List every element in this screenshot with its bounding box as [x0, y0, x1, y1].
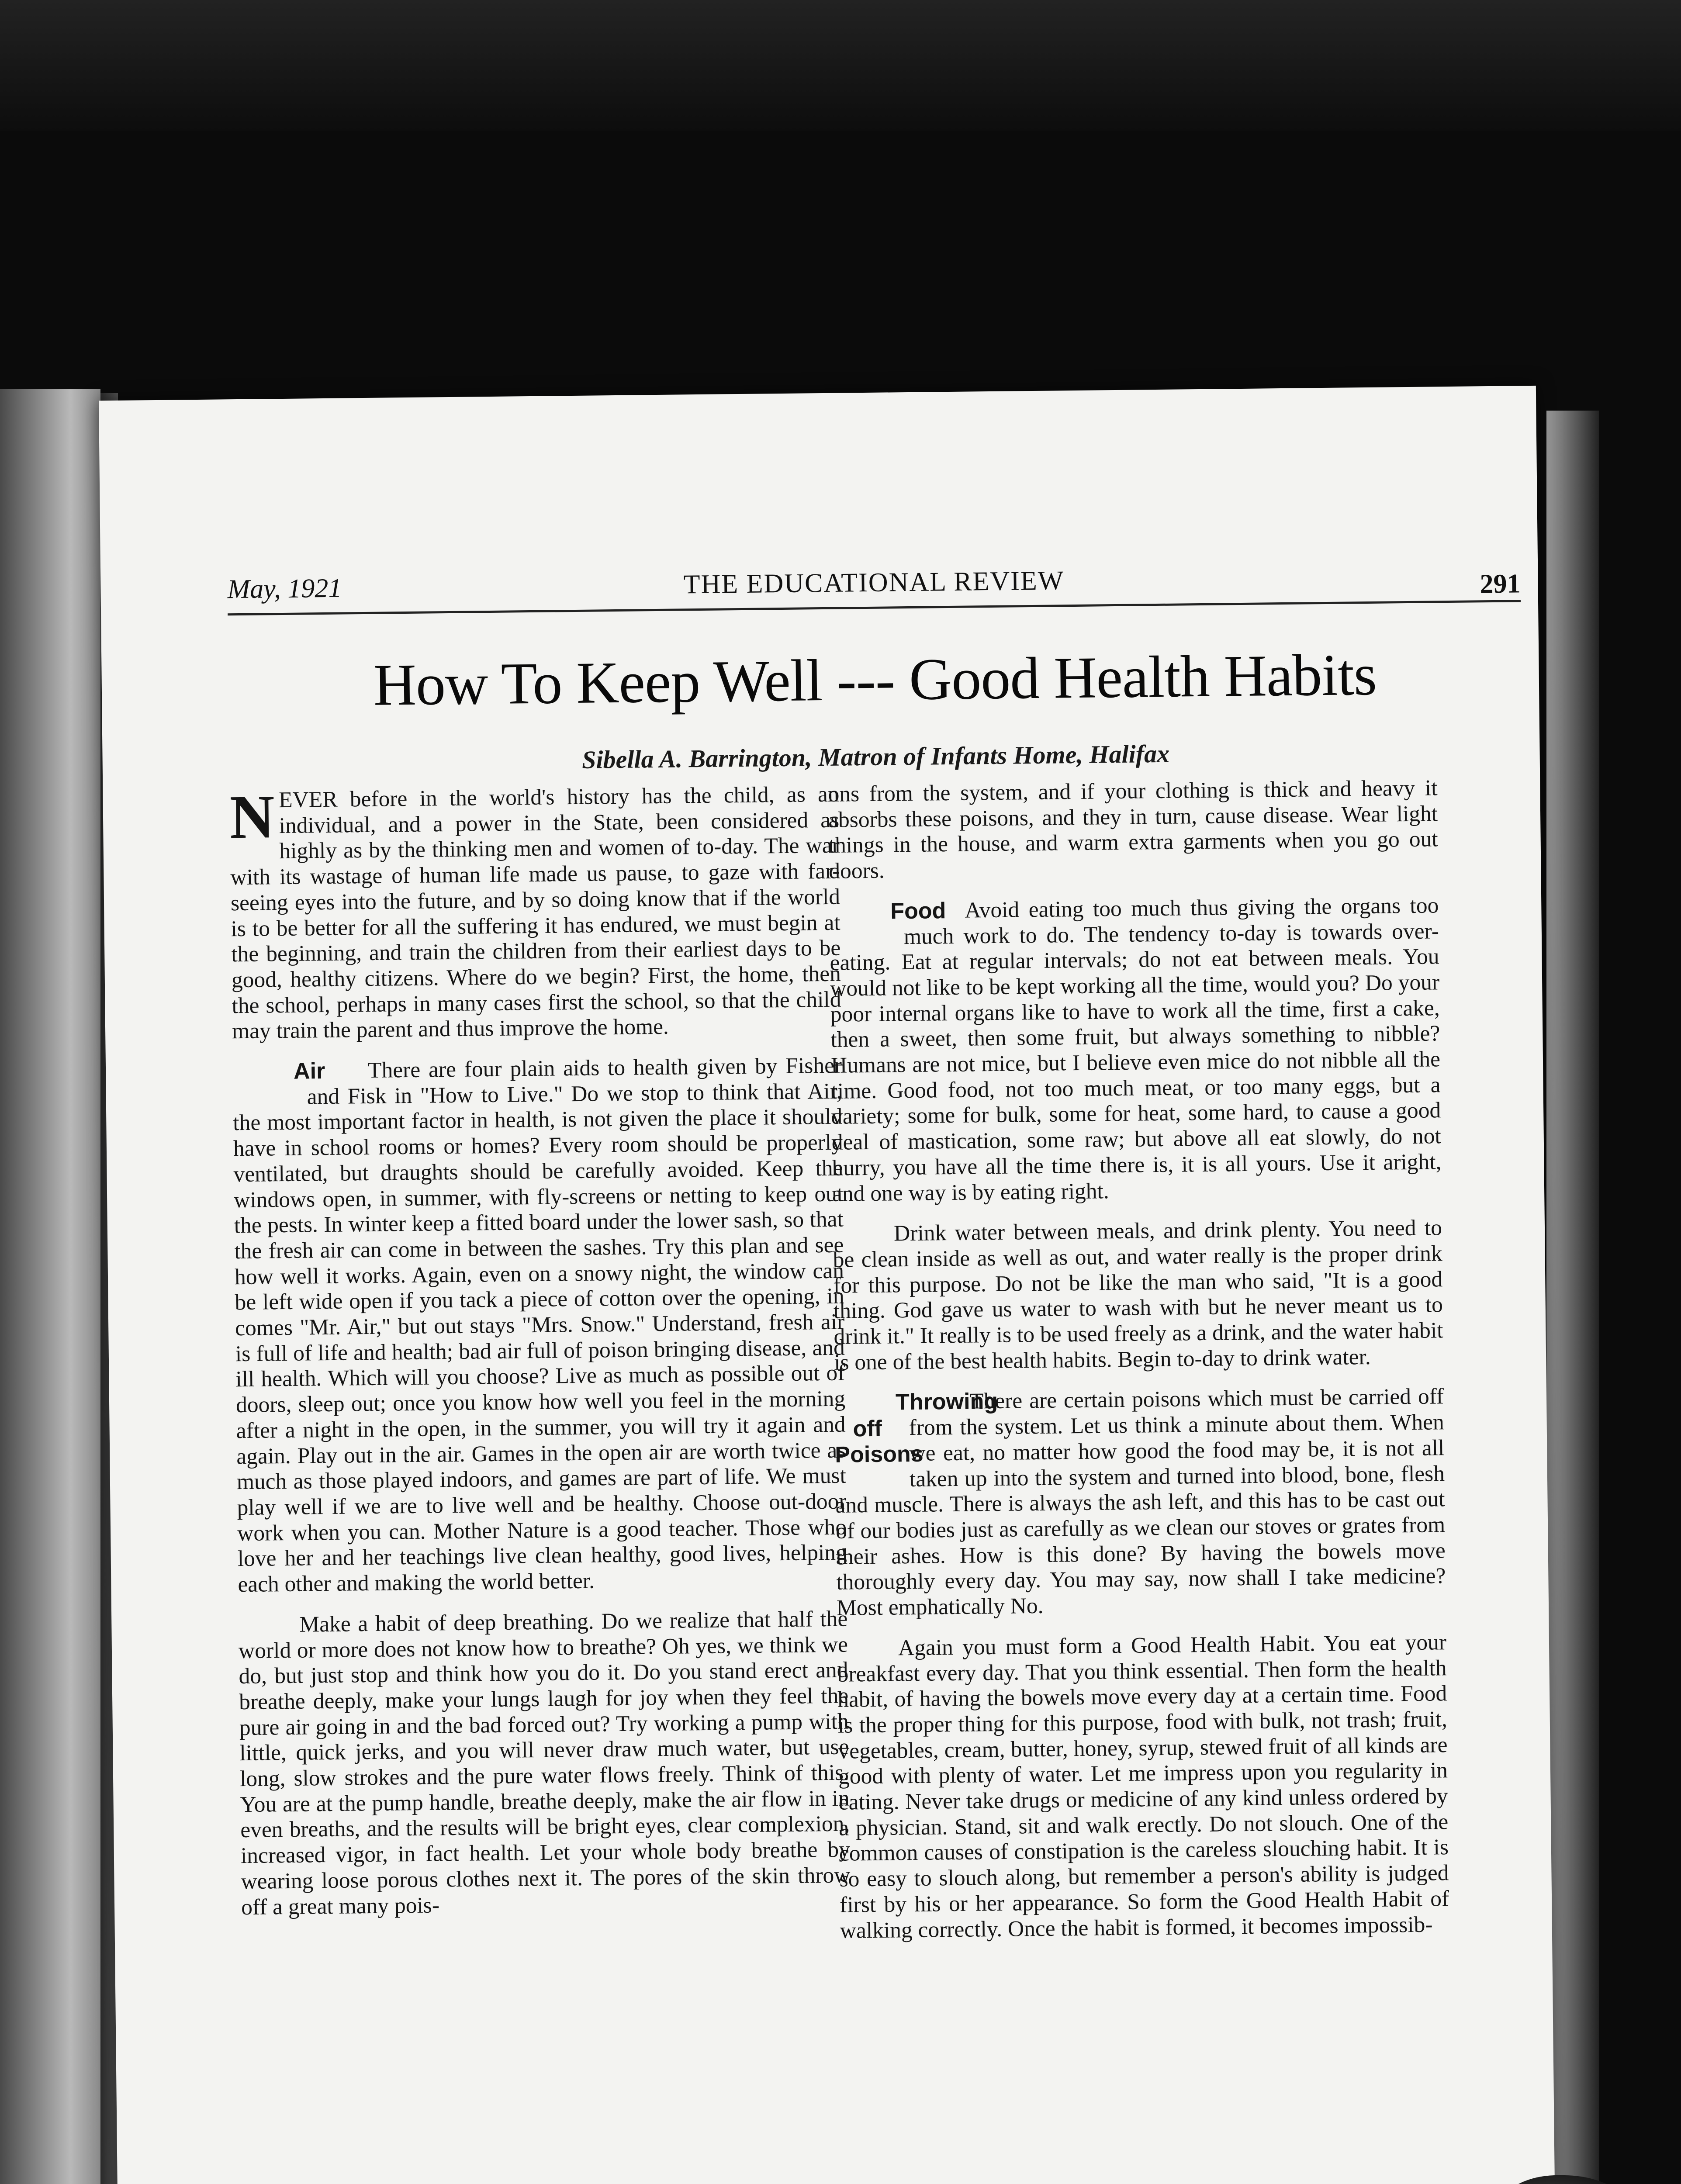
paragraph-habit: Again you must form a Good Health Habit. You eat your breakfast every day. That you think essential. Then form the health habit, of having the bowels move every day at a certain time. Food is the proper thing for this purpose, food with bulk, not trash; fruit, vegetables, cream, butter, honey, syrup, stewed fruit of all kinds are good with plenty of water. Let me impress upon you regularity in eating. Never take drugs or medicine of any kind unless ordered by a physician. Stand, sit and walk erectly. Do not slouch. One of the common causes of constipation is the careless slouching habit. It is so easy to slouch along, but remember a person's ability is judged first by his or her appearance. So form the Good Health Habit of walking correctly. Once the habit is formed, it becomes impossib-	[837, 1630, 1449, 1943]
paragraph-poisons-text: There are certain poisons which must be carried off from the system. Let us think a minute about them. When we eat, no matter how good the food may be, it is not all taken up into the system and turned into blood, bone, flesh and muscle. There is always the ash left, and this has to be cast out of our bodies just as carefully as we clean our stoves or grates from their ashes. How is this done? By having the bowels move thoroughly every day. You may say, now shall I take medicine? Most emphatically No.	[835, 1384, 1446, 1621]
issue-date: May, 1921	[227, 573, 342, 605]
sidehead-line-2: off	[853, 1416, 882, 1442]
paragraph-poisons	[834, 1384, 1446, 1621]
article-title: How To Keep Well --- Good Health Habits	[373, 642, 1377, 718]
sidehead-food: Food	[890, 898, 946, 924]
paragraph-clothing: ons from the system, and if your clothing is thick and heavy it absorbs these poisons, and they in turn, cause disease. Wear light things in the house, and warm extra garments when you go out doors.	[828, 775, 1438, 884]
film-border-top	[0, 0, 1681, 131]
page-stack-edge	[1546, 411, 1599, 2184]
right-column	[828, 775, 1449, 1959]
journal-name: THE EDUCATIONAL REVIEW	[683, 566, 1065, 600]
running-header	[227, 560, 1521, 615]
page-number: 291	[1480, 569, 1521, 599]
paragraph-air	[232, 1053, 847, 1598]
paragraph-water: Drink water between meals, and drink plenty. You need to be clean inside as well as out, and water really is the proper drink for this purpose. Do not be like the man who said, "It is a good thing. God gave us water to wash with but he never meant us to drink it." It really is to be used freely as a drink, and the water habit is one of the best health habits. Begin to-day to drink water.	[833, 1215, 1443, 1375]
paragraph-food-text: Avoid eating too much thus giving the organs too much work to do. The tendency to-day is towards over-eating. Eat at regular intervals; do not eat between meals. You would not like to be kept working all the time, would you? Do your poor internal organs like to have to work all the time, first a cake, then a sweet, then some fruit, but always something to nibble? Humans are not mice, but I believe even mice do not nibble all the time. Good food, not too much meat, or too many eggs, but a variety; some for bulk, some for heat, some hard, to cause a good deal of mastication, some raw; but above all eat slowly, do not hurry, you have all the time there is, it is all yours. Use it aright, and one way is by eating right.	[830, 893, 1442, 1206]
paragraph-breathing: Make a habit of deep breathing. Do we realize that half the world or more does not know how to breathe? Oh yes, we think we do, but just stop and think how you do it. Do you stand erect and breathe deeply, make your lungs laugh for joy when they feel the pure air going in and the bad forced out? Try working a pump with little, quick jerks, and you will never draw much water, but use long, slow strokes and the pure water flows freely. Think of this. You are at the pump handle, breathe deeply, make the air flow in in even breaths, and the results will be bright eyes, clear complexion, increased vigor, in fact health. Let your whole body breathe by wearing loose porous clothes next it. The pores of the skin throw off a great many pois-	[238, 1606, 851, 1920]
sidehead-throwing-off-poisons	[834, 1389, 998, 1468]
paragraph-intro: NEVER before in the world's history has the child, as an individual, and a power in the State, been considered as highly as by the thinking men and women of to-day. The war with its wastage of human life made us pause, to gaze with far-seeing eyes into the future, and by so doing know that if the world is to be better for all the suffering it has endured, we must begin at the beginning, and train the children from their earliest days to be good, healthy citizens. Where do we begin? First, the home, then the school, perhaps in many cases first the school, so that the child may train the parent and thus improve the home.	[229, 781, 841, 1044]
sidehead-air: Air	[293, 1058, 325, 1084]
facing-page-edge	[0, 389, 100, 2184]
sidehead-line-1: Throwing	[895, 1389, 998, 1415]
paragraph-air-text: There are four plain aids to health given by Fisher and Fisk in "How to Live." Do we stop to think that Air, the most important factor in health, is not given the place it should have in school rooms or homes? Every room should be properly ventilated, but draughts should be carefully avoided. Keep the windows open, in summer, with fly-screens or netting to keep out the pests. In winter keep a fitted board under the lower sash, so that the fresh air can come in between the sashes. Try this plan and see how well it works. Again, even on a snowy night, the window can be left wide open if you tack a piece of cotton over the opening, in comes "Mr. Air," but out stays "Mrs. Snow." Understand, fresh air is full of life and health; bad air full of poison bringing disease, and ill health. Which will you choose? Live as much as possible out of doors, sleep out; once you know how well you feel in the morning after a night in the open, in the summer, you will try it again and again. Play out in the air. Games in the open air are worth twice as much as those played indoors, and games are part of life. We must play well if we are to live well and be healthy. Choose out-door work when you can. Mother Nature is a good teacher. Those who love her and her teachings live clean healthy, good lives, helping each other and making the world better.	[233, 1053, 847, 1597]
sidehead-line-3: Poisons	[835, 1441, 924, 1468]
article-byline: Sibella A. Barrington, Matron of Infants Home, Halifax	[581, 739, 1170, 774]
left-column	[229, 782, 851, 1935]
journal-page	[99, 386, 1557, 2184]
paragraph-food	[829, 893, 1442, 1207]
